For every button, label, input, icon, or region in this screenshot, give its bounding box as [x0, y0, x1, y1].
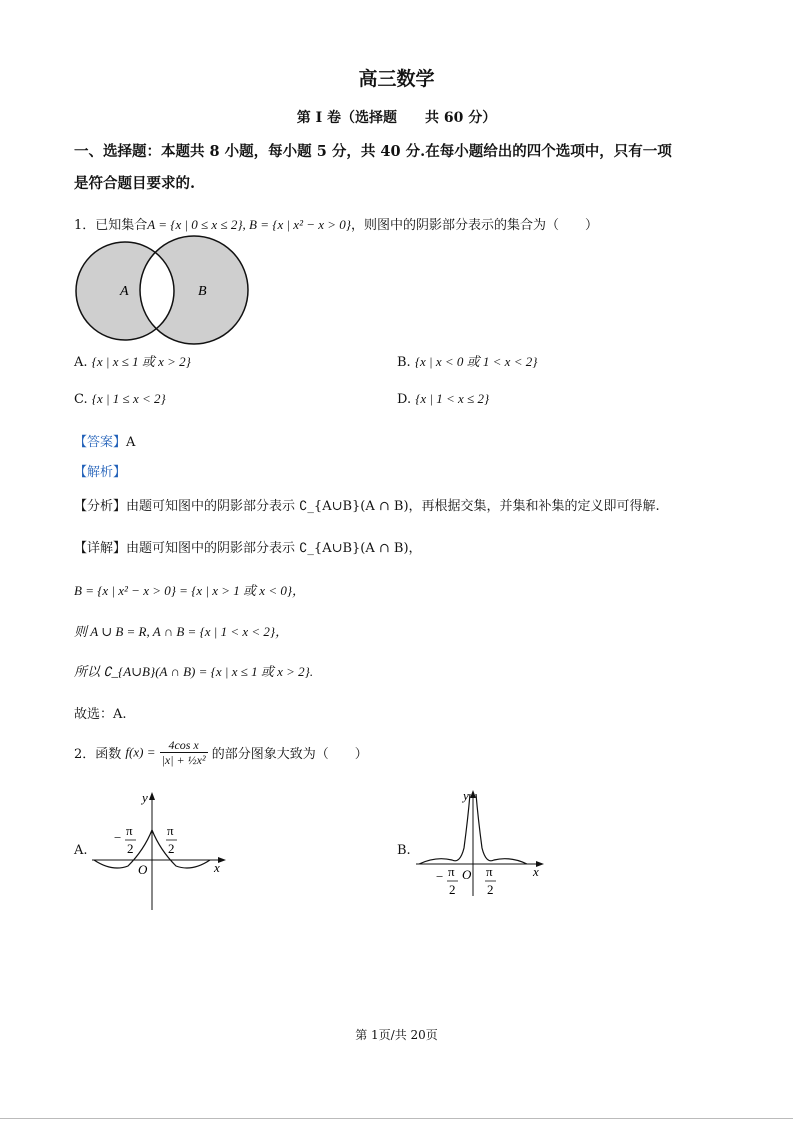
q1-suffix: ，则图中的阴影部分表示的集合为（ ） — [350, 218, 598, 233]
page-footer: 第 1页/共 20页 — [355, 1028, 438, 1042]
option-text: {x | x ≤ 1 或 x > 2} — [91, 354, 191, 369]
fenxi-tag: 【分析】 — [74, 499, 127, 514]
xiangjie-tag: 【详解】 — [74, 541, 127, 556]
q2-func-denominator: |x| + ½x² — [161, 753, 206, 767]
fenxi-text: 由题可知图中的阴影部分表示 ∁_{A∪B}(A ∩ B)，再根据交集，并集和补集的定义即可得解. — [126, 499, 660, 514]
xiangjie-text: 由题可知图中的阴影部分表示 ∁_{A∪B}(A ∩ B)， — [126, 541, 422, 556]
graph-b-y-label: y — [463, 788, 469, 803]
q1-fenxi — [74, 495, 660, 514]
q1-conclusion: 故选：A. — [74, 707, 127, 722]
graph-a-pos-pi: π — [167, 823, 174, 838]
graph-b-neg-two: 2 — [449, 882, 456, 897]
q1-step-1: B = {x | x² − x > 0} = {x | x > 1 或 x < 0}， — [74, 583, 306, 598]
graph-a-pos-two: 2 — [168, 841, 175, 856]
graph-b-pos-two: 2 — [487, 882, 494, 897]
q1-prefix: 1．已知集合 — [74, 218, 148, 233]
q1-step-3: 所以 ∁_{A∪B}(A ∩ B) = {x | x ≤ 1 或 x > 2}. — [74, 664, 314, 679]
q1-step-2: 则 A ∪ B = R, A ∩ B = {x | 1 < x < 2}， — [74, 624, 289, 639]
graph-b-origin: O — [462, 867, 472, 882]
answer-tag: 【答案】 — [74, 435, 127, 450]
q1-xiangjie — [74, 537, 422, 556]
q2-suffix: 的部分图象大致为（ ） — [211, 747, 368, 762]
answer-value: A — [126, 435, 136, 450]
graph-b-neg-sign: − — [436, 869, 444, 884]
graph-a — [92, 790, 232, 912]
section-instructions-line2: 是符合题目要求的. — [74, 175, 196, 192]
graph-a-neg-pi: π — [126, 823, 133, 838]
q1-option-c[interactable] — [74, 391, 166, 407]
graph-a-x-label: x — [214, 860, 220, 875]
venn-label-a: A — [120, 284, 129, 299]
graph-a-neg-two: 2 — [127, 841, 134, 856]
venn-label-b: B — [198, 284, 207, 299]
q2-stem — [74, 738, 368, 767]
graph-a-y-label: y — [142, 790, 148, 805]
q2-option-b[interactable]: B. — [397, 843, 411, 858]
option-letter: D. — [397, 392, 412, 407]
option-text: {x | 1 < x ≤ 2} — [415, 391, 490, 406]
q2-prefix: 2．函数 — [74, 747, 122, 762]
analysis-tag: 【解析】 — [74, 465, 127, 480]
q1-option-d[interactable] — [397, 391, 489, 407]
option-letter: B. — [397, 355, 411, 370]
section-instructions-line1: 一、选择题：本题共 8 小题，每小题 5 分，共 40 分.在每小题给出的四个选项中，只有一项 — [74, 143, 672, 160]
graph-a-origin: O — [138, 862, 148, 877]
venn-diagram — [70, 240, 255, 340]
q1-option-a[interactable] — [74, 351, 191, 370]
graph-b — [416, 788, 550, 900]
page-bottom-divider — [0, 1118, 793, 1119]
option-text: {x | 1 ≤ x < 2} — [91, 391, 166, 406]
q1-set-a: A = {x | 0 ≤ x ≤ 2} — [147, 217, 243, 232]
option-letter: A. — [74, 355, 88, 370]
graph-b-x-label: x — [533, 864, 539, 879]
section-subtitle: 第 I 卷（选择题 共 60 分） — [296, 110, 497, 126]
graph-a-neg-sign: − — [114, 830, 122, 845]
page-title: 高三数学 — [358, 68, 435, 90]
graph-b-neg-pi: π — [448, 864, 455, 879]
q1-stem — [74, 214, 598, 233]
q2-func-fraction — [160, 738, 208, 767]
q2-func-numerator: 4cos x — [160, 738, 208, 753]
option-text: {x | x < 0 或 1 < x < 2} — [414, 354, 538, 369]
q1-option-b[interactable] — [397, 351, 537, 370]
q1-set-b: , B = {x | x² − x > 0} — [242, 217, 351, 232]
q2-func-lhs: f(x) = — [125, 744, 156, 760]
q2-option-a[interactable]: A. — [74, 843, 88, 858]
option-letter: C. — [74, 392, 88, 407]
graph-b-pos-pi: π — [486, 864, 493, 879]
q1-answer — [74, 431, 135, 450]
